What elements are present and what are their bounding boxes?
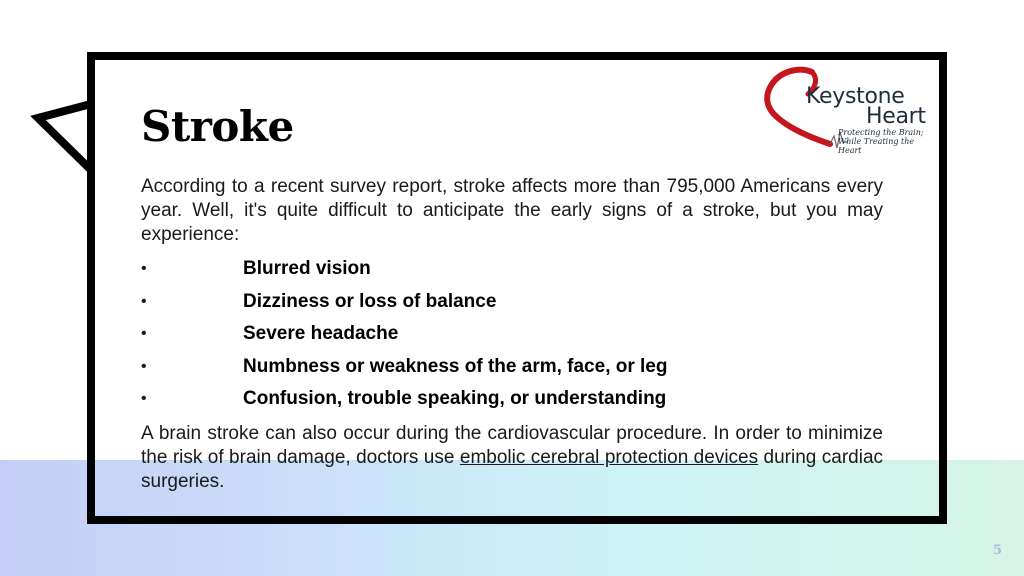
embolic-protection-link[interactable]: embolic cerebral protection devices bbox=[459, 446, 759, 468]
intro-paragraph: According to a recent survey report, stroke affects more than 795,000 Americans every year. Well, it's quite difficult to anticipate the early signs of a stroke, but you may experience: bbox=[141, 176, 883, 245]
logo-tagline-line1: Protecting the Brain; bbox=[838, 128, 924, 137]
symptom-text: Confusion, trouble speaking, or understanding bbox=[243, 388, 667, 410]
symptom-text: Dizziness or loss of balance bbox=[243, 290, 497, 312]
list-item bbox=[141, 351, 883, 384]
symptom-list bbox=[141, 253, 883, 416]
closing-text-start: A brain stroke can also occur during the cardiovascular procedure. In order to minimize the risk of brain damage, doctors use bbox=[141, 422, 883, 468]
slide-body bbox=[141, 175, 883, 494]
logo-text-keystone: Keystone bbox=[806, 84, 905, 109]
symptom-text: Numbness or weakness of the arm, face, or leg bbox=[243, 355, 668, 377]
logo-tagline-line2: While Treating the Heart bbox=[838, 137, 915, 155]
closing-text-end: during cardiac surgeries. bbox=[141, 446, 884, 492]
bullet-icon: • bbox=[141, 260, 147, 278]
page-number: 5 bbox=[993, 543, 1003, 558]
bullet-icon: • bbox=[141, 357, 147, 375]
symptom-text: Blurred vision bbox=[243, 258, 371, 280]
logo-tagline bbox=[838, 128, 936, 155]
list-item bbox=[141, 318, 883, 351]
slide-title: Stroke bbox=[141, 102, 294, 151]
symptom-text: Severe headache bbox=[243, 323, 399, 345]
list-item bbox=[141, 253, 883, 286]
closing-paragraph bbox=[141, 422, 883, 494]
logo-text-heart: Heart bbox=[866, 104, 926, 129]
bullet-icon: • bbox=[141, 292, 147, 310]
bullet-icon: • bbox=[141, 325, 147, 343]
list-item bbox=[141, 383, 883, 416]
list-item bbox=[141, 286, 883, 319]
bullet-icon: • bbox=[141, 390, 147, 408]
